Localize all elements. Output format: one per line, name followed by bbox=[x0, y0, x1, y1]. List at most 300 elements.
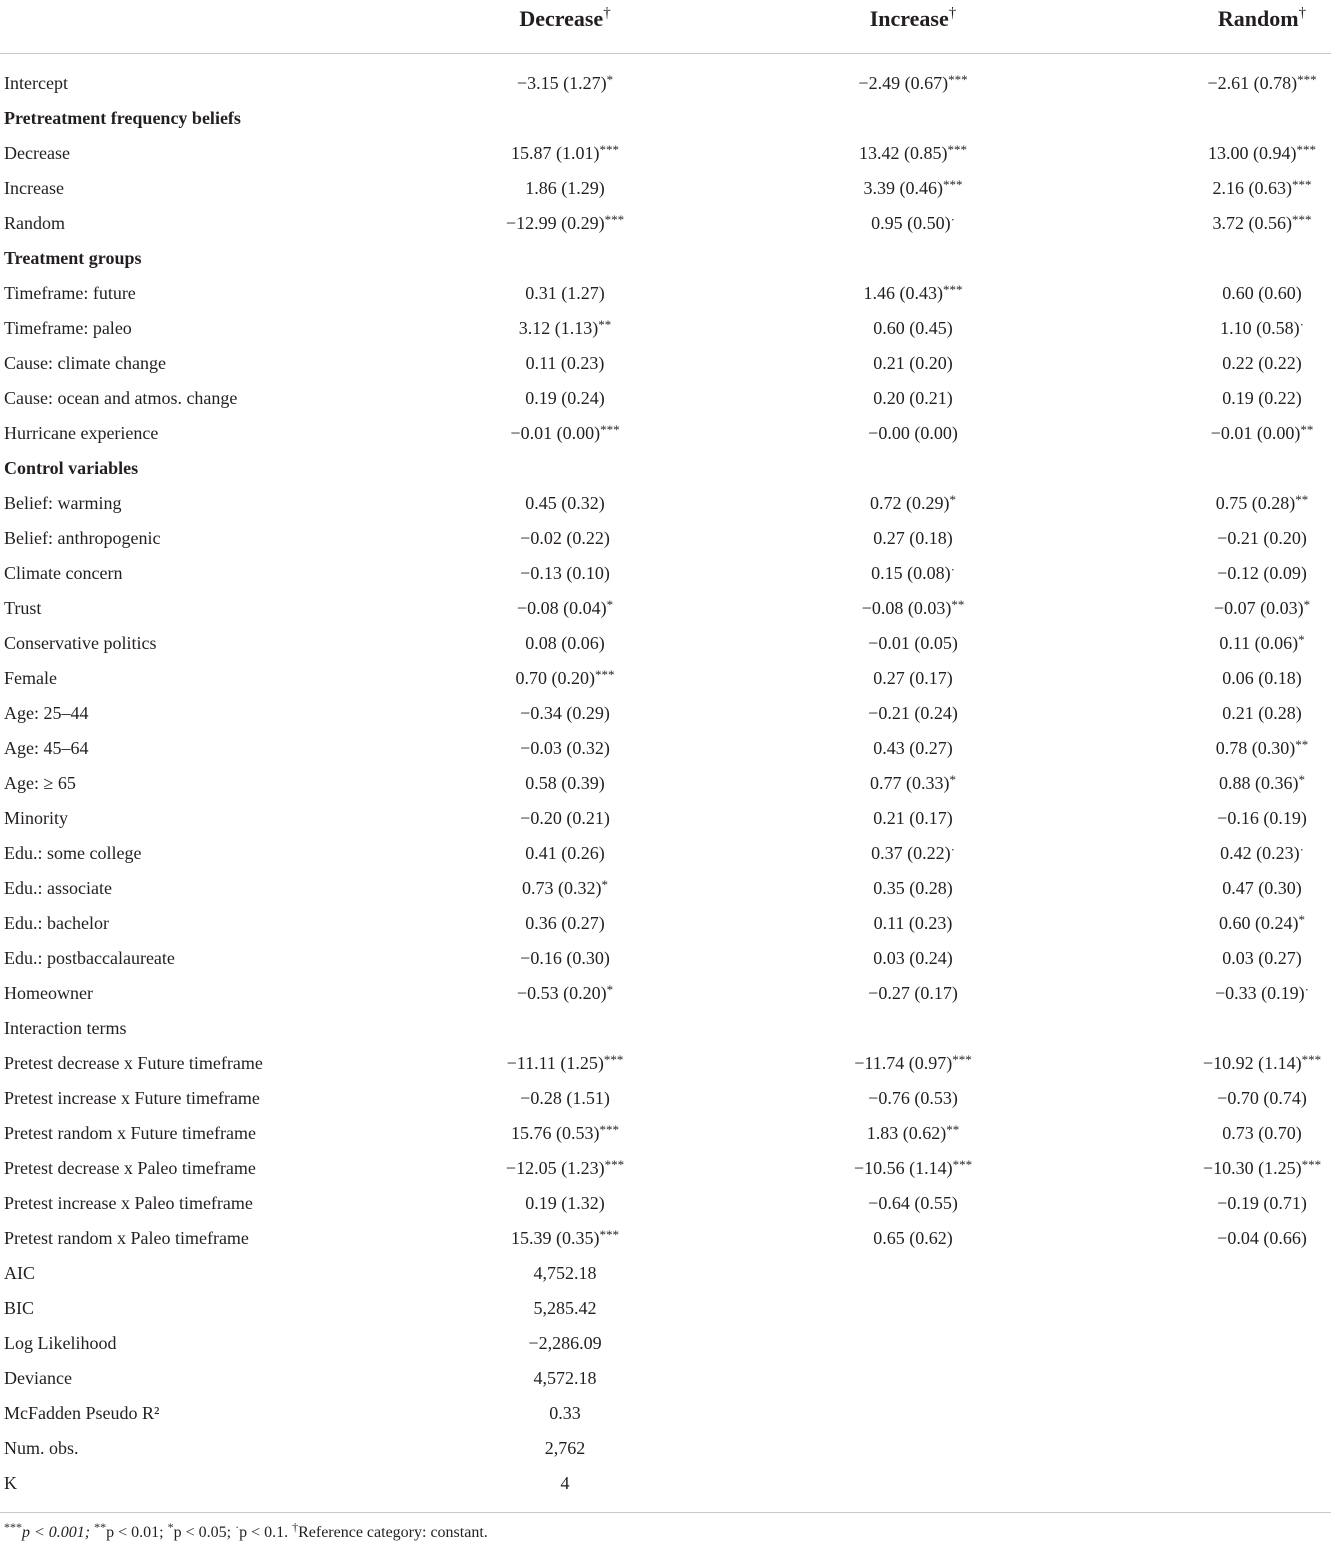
row-label: Pretest increase x Paleo timeframe bbox=[4, 1193, 253, 1213]
table-row bbox=[0, 171, 1331, 206]
table-cell bbox=[768, 980, 1058, 1006]
cell-value: 0.43 (0.27) bbox=[873, 738, 953, 758]
table-cell bbox=[1117, 315, 1331, 341]
table-cell bbox=[420, 210, 710, 236]
cell-value: −0.01 (0.00) bbox=[510, 423, 601, 443]
table-cell bbox=[768, 1190, 1058, 1216]
row-label: Random bbox=[4, 213, 65, 233]
cell-value: 3.12 (1.13) bbox=[518, 318, 599, 338]
table-row bbox=[0, 1256, 1331, 1291]
cell-value: −0.13 (0.10) bbox=[520, 563, 610, 583]
table-cell bbox=[1117, 840, 1331, 866]
row-label: Pretest decrease x Paleo timeframe bbox=[4, 1158, 256, 1178]
cell-value: 0.88 (0.36) bbox=[1219, 773, 1299, 793]
significance-marker: *** bbox=[943, 282, 963, 297]
row-label: Climate concern bbox=[4, 563, 123, 583]
significance-marker: *** bbox=[1292, 212, 1312, 227]
cell-value: 1.46 (0.43) bbox=[863, 283, 943, 303]
significance-marker: ** bbox=[951, 597, 965, 612]
cell-value: −0.08 (0.04) bbox=[516, 598, 607, 618]
cell-value: −0.00 (0.00) bbox=[868, 423, 958, 443]
cell-value: 1.86 (1.29) bbox=[525, 178, 605, 198]
table-row bbox=[0, 626, 1331, 661]
cell-value: 0.31 (1.27) bbox=[525, 283, 605, 303]
cell-value: −0.16 (0.30) bbox=[520, 948, 610, 968]
significance-marker: · bbox=[1299, 842, 1304, 857]
table-cell bbox=[420, 595, 710, 621]
row-label: Pretest random x Future timeframe bbox=[4, 1123, 256, 1143]
table-row bbox=[0, 206, 1331, 241]
significance-marker: *** bbox=[1292, 177, 1312, 192]
table-cell bbox=[768, 210, 1058, 236]
bottom-rule bbox=[0, 1512, 1331, 1513]
cell-value: 0.60 (0.45) bbox=[873, 318, 953, 338]
footnote-marker: † bbox=[292, 1520, 299, 1534]
footnote-text: Reference category: constant. bbox=[298, 1524, 488, 1541]
significance-marker: *** bbox=[943, 177, 963, 192]
significance-marker: *** bbox=[1301, 1157, 1322, 1172]
row-label: Increase bbox=[4, 178, 64, 198]
row-label: Minority bbox=[4, 808, 69, 828]
footnote-text: p < 0.1. bbox=[239, 1524, 293, 1541]
table-row bbox=[0, 346, 1331, 381]
table-row bbox=[0, 276, 1331, 311]
cell-value: −0.34 (0.29) bbox=[520, 703, 610, 723]
column-header-label: Random bbox=[1217, 6, 1299, 31]
cell-value: −2.61 (0.78) bbox=[1207, 73, 1298, 93]
table-cell bbox=[1117, 140, 1331, 166]
table-cell bbox=[420, 70, 710, 96]
table-cell bbox=[768, 490, 1058, 516]
significance-marker: · bbox=[1304, 982, 1309, 997]
significance-marker: * bbox=[1298, 632, 1305, 647]
table-cell bbox=[420, 175, 710, 201]
table-cell bbox=[768, 560, 1058, 586]
table-row bbox=[0, 906, 1331, 941]
cell-value: 3.72 (0.56) bbox=[1212, 213, 1292, 233]
table-cell bbox=[768, 840, 1058, 866]
significance-marker: * bbox=[601, 877, 608, 892]
cell-value: −0.20 (0.21) bbox=[520, 808, 610, 828]
cell-value: −10.56 (1.14) bbox=[853, 1158, 953, 1178]
table-row bbox=[0, 1081, 1331, 1116]
row-label: Homeowner bbox=[4, 983, 93, 1003]
row-label: AIC bbox=[4, 1263, 35, 1283]
row-label: Age: 45–64 bbox=[4, 738, 89, 758]
cell-value: 5,285.42 bbox=[533, 1298, 597, 1318]
table-row bbox=[0, 381, 1331, 416]
significance-marker: * bbox=[949, 772, 956, 787]
cell-value: −2.49 (0.67) bbox=[858, 73, 949, 93]
table-cell bbox=[768, 735, 1058, 761]
cell-value: 0.21 (0.17) bbox=[873, 808, 953, 828]
table-cell bbox=[1117, 175, 1331, 201]
table-cell bbox=[768, 630, 1058, 656]
table-cell bbox=[1117, 805, 1331, 831]
cell-value: −0.08 (0.03) bbox=[861, 598, 952, 618]
cell-value: 0.35 (0.28) bbox=[873, 878, 953, 898]
cell-value: 0.41 (0.26) bbox=[525, 843, 605, 863]
cell-value: 0.42 (0.23) bbox=[1220, 843, 1300, 863]
row-label: Intercept bbox=[4, 73, 68, 93]
significance-marker: *** bbox=[599, 142, 619, 157]
table-cell bbox=[768, 595, 1058, 621]
table-cell bbox=[1117, 875, 1331, 901]
cell-value: 0.33 bbox=[549, 1403, 581, 1423]
table-cell bbox=[1117, 595, 1331, 621]
table-row bbox=[0, 1186, 1331, 1221]
cell-value: −10.92 (1.14) bbox=[1202, 1053, 1302, 1073]
cell-value: 0.36 (0.27) bbox=[525, 913, 605, 933]
row-label: Timeframe: paleo bbox=[4, 318, 132, 338]
table-row bbox=[0, 1431, 1331, 1466]
significance-marker: *** bbox=[947, 142, 967, 157]
significance-marker: ** bbox=[1300, 422, 1314, 437]
row-label: McFadden Pseudo R² bbox=[4, 1403, 160, 1423]
row-label: Edu.: postbaccalaureate bbox=[4, 948, 175, 968]
cell-value: −10.30 (1.25) bbox=[1202, 1158, 1302, 1178]
table-row bbox=[0, 696, 1331, 731]
table-cell bbox=[768, 1050, 1058, 1076]
table-body bbox=[0, 66, 1331, 1501]
table-cell bbox=[768, 70, 1058, 96]
significance-marker: *** bbox=[1296, 142, 1316, 157]
footnote-marker: · bbox=[235, 1520, 240, 1534]
cell-value: −2,286.09 bbox=[528, 1333, 602, 1353]
cell-value: 4 bbox=[560, 1473, 570, 1493]
table-row bbox=[0, 941, 1331, 976]
cell-value: −0.27 (0.17) bbox=[868, 983, 958, 1003]
table-cell bbox=[1117, 350, 1331, 376]
row-label: Age: 25–44 bbox=[4, 703, 89, 723]
cell-value: −0.04 (0.66) bbox=[1217, 1228, 1307, 1248]
table-cell bbox=[768, 910, 1058, 936]
table-row bbox=[0, 836, 1331, 871]
cell-value: −11.11 (1.25) bbox=[506, 1053, 604, 1073]
table-cell bbox=[420, 700, 710, 726]
table-cell bbox=[1117, 1225, 1331, 1251]
significance-marker: *** bbox=[600, 422, 620, 437]
table-cell bbox=[1117, 665, 1331, 691]
cell-value: −0.21 (0.20) bbox=[1217, 528, 1307, 548]
cell-value: 0.60 (0.60) bbox=[1222, 283, 1302, 303]
significance-marker: *** bbox=[603, 1052, 624, 1067]
cell-value: −0.64 (0.55) bbox=[868, 1193, 958, 1213]
column-header-mark: † bbox=[603, 5, 611, 21]
table-cell bbox=[1117, 770, 1331, 796]
table-row bbox=[0, 1326, 1331, 1361]
table-footnote bbox=[4, 1520, 488, 1543]
footnote-text: p < 0.05; bbox=[173, 1524, 236, 1541]
significance-marker: *** bbox=[1301, 1052, 1322, 1067]
cell-value: 15.76 (0.53) bbox=[511, 1123, 600, 1143]
cell-value: −3.15 (1.27) bbox=[516, 73, 607, 93]
cell-value: 0.11 (0.23) bbox=[873, 913, 953, 933]
table-cell bbox=[1117, 1190, 1331, 1216]
cell-value: −0.02 (0.22) bbox=[520, 528, 610, 548]
significance-marker: ** bbox=[1295, 737, 1309, 752]
header-rule bbox=[0, 53, 1331, 54]
table-cell bbox=[1117, 560, 1331, 586]
row-label: Belief: warming bbox=[4, 493, 122, 513]
cell-value: −0.03 (0.32) bbox=[520, 738, 610, 758]
cell-value: −0.21 (0.24) bbox=[868, 703, 958, 723]
cell-value: −0.01 (0.05) bbox=[868, 633, 958, 653]
table-row bbox=[0, 871, 1331, 906]
table-row bbox=[0, 311, 1331, 346]
table-cell bbox=[420, 1330, 710, 1356]
table-cell bbox=[1117, 945, 1331, 971]
cell-value: 0.20 (0.21) bbox=[873, 388, 953, 408]
row-label: Edu.: bachelor bbox=[4, 913, 109, 933]
cell-value: −0.19 (0.71) bbox=[1217, 1193, 1307, 1213]
table-cell bbox=[1117, 490, 1331, 516]
cell-value: 0.45 (0.32) bbox=[525, 493, 605, 513]
table-cell bbox=[420, 1435, 710, 1461]
cell-value: 0.75 (0.28) bbox=[1215, 493, 1296, 513]
table-cell bbox=[768, 700, 1058, 726]
significance-marker: *** bbox=[952, 1052, 972, 1067]
cell-value: 0.21 (0.28) bbox=[1222, 703, 1302, 723]
table-cell bbox=[1117, 420, 1331, 446]
row-label: Conservative politics bbox=[4, 633, 157, 653]
row-label: Pretest increase x Future timeframe bbox=[4, 1088, 260, 1108]
table-cell bbox=[768, 315, 1058, 341]
cell-value: −12.99 (0.29) bbox=[505, 213, 605, 233]
table-cell bbox=[420, 1085, 710, 1111]
column-header-mark: † bbox=[1298, 5, 1307, 21]
cell-value: 4,572.18 bbox=[533, 1368, 597, 1388]
cell-value: 4,752.18 bbox=[533, 1263, 597, 1283]
table-row bbox=[0, 1291, 1331, 1326]
significance-marker: *** bbox=[595, 667, 615, 682]
table-cell bbox=[420, 420, 710, 446]
row-label: Edu.: associate bbox=[4, 878, 112, 898]
table-row bbox=[0, 1116, 1331, 1151]
column-header-mark: † bbox=[948, 5, 957, 21]
table-row bbox=[0, 801, 1331, 836]
row-label: Female bbox=[4, 668, 57, 688]
cell-value: −11.74 (0.97) bbox=[854, 1053, 953, 1073]
cell-value: 0.11 (0.23) bbox=[525, 353, 605, 373]
table-cell bbox=[420, 1190, 710, 1216]
table-cell bbox=[768, 525, 1058, 551]
row-label: Decrease bbox=[4, 143, 70, 163]
footnote-text: p < 0.001; bbox=[22, 1524, 95, 1541]
table-row bbox=[0, 731, 1331, 766]
table-cell bbox=[768, 1225, 1058, 1251]
column-header-random bbox=[1117, 4, 1331, 34]
section-header-row bbox=[0, 101, 1331, 136]
row-label: Pretest random x Paleo timeframe bbox=[4, 1228, 249, 1248]
table-cell bbox=[420, 1225, 710, 1251]
cell-value: 0.06 (0.18) bbox=[1222, 668, 1302, 688]
table-cell bbox=[768, 280, 1058, 306]
section-label: Control variables bbox=[4, 458, 139, 478]
table-row bbox=[0, 66, 1331, 101]
table-cell bbox=[768, 420, 1058, 446]
column-header-decrease bbox=[420, 4, 710, 34]
table-cell bbox=[768, 945, 1058, 971]
cell-value: 13.42 (0.85) bbox=[859, 143, 948, 163]
table-cell bbox=[420, 140, 710, 166]
table-cell bbox=[1117, 1085, 1331, 1111]
table-row bbox=[0, 1011, 1331, 1046]
row-label: Age: ≥ 65 bbox=[4, 773, 76, 793]
table-row bbox=[0, 661, 1331, 696]
table-cell bbox=[420, 805, 710, 831]
row-label: Belief: anthropogenic bbox=[4, 528, 161, 548]
table-cell bbox=[1117, 1050, 1331, 1076]
table-cell bbox=[1117, 1155, 1331, 1181]
cell-value: 0.70 (0.20) bbox=[515, 668, 595, 688]
cell-value: 0.15 (0.08) bbox=[871, 563, 951, 583]
table-row bbox=[0, 521, 1331, 556]
table-row bbox=[0, 976, 1331, 1011]
row-label: Pretest decrease x Future timeframe bbox=[4, 1053, 263, 1073]
significance-marker: * bbox=[606, 597, 614, 612]
row-label: Num. obs. bbox=[4, 1438, 79, 1458]
significance-marker: · bbox=[1299, 317, 1304, 332]
significance-marker: * bbox=[1303, 597, 1311, 612]
cell-value: 0.22 (0.22) bbox=[1222, 353, 1302, 373]
cell-value: 0.65 (0.62) bbox=[873, 1228, 953, 1248]
cell-value: 0.19 (0.22) bbox=[1222, 388, 1302, 408]
table-cell bbox=[420, 980, 710, 1006]
row-label: Edu.: some college bbox=[4, 843, 142, 863]
table-row bbox=[0, 486, 1331, 521]
section-label: Pretreatment frequency beliefs bbox=[4, 108, 241, 128]
cell-value: −0.53 (0.20) bbox=[516, 983, 607, 1003]
table-cell bbox=[1117, 700, 1331, 726]
table-row bbox=[0, 1396, 1331, 1431]
table-cell bbox=[768, 385, 1058, 411]
table-row bbox=[0, 1046, 1331, 1081]
table-cell bbox=[420, 840, 710, 866]
footnote-marker: *** bbox=[4, 1520, 22, 1534]
table-cell bbox=[1117, 735, 1331, 761]
column-header-label: Decrease bbox=[519, 6, 604, 31]
cell-value: 0.60 (0.24) bbox=[1219, 913, 1299, 933]
table-cell bbox=[768, 175, 1058, 201]
column-header-label: Increase bbox=[869, 6, 949, 31]
table-cell bbox=[420, 875, 710, 901]
cell-value: −0.07 (0.03) bbox=[1213, 598, 1304, 618]
table-cell bbox=[420, 280, 710, 306]
cell-value: 15.87 (1.01) bbox=[511, 143, 600, 163]
table-cell bbox=[420, 490, 710, 516]
row-label: Hurricane experience bbox=[4, 423, 159, 443]
cell-value: 0.27 (0.17) bbox=[873, 668, 953, 688]
footnote-marker: ** bbox=[94, 1520, 107, 1534]
cell-value: 1.83 (0.62) bbox=[866, 1123, 947, 1143]
row-label: Interaction terms bbox=[4, 1018, 127, 1038]
cell-value: 0.72 (0.29) bbox=[870, 493, 950, 513]
cell-value: 0.47 (0.30) bbox=[1222, 878, 1302, 898]
row-label: Timeframe: future bbox=[4, 283, 136, 303]
cell-value: 0.03 (0.27) bbox=[1222, 948, 1302, 968]
cell-value: 0.37 (0.22) bbox=[871, 843, 951, 863]
row-label: Cause: climate change bbox=[4, 353, 166, 373]
significance-marker: *** bbox=[599, 1227, 619, 1242]
table-row bbox=[0, 1361, 1331, 1396]
table-cell bbox=[420, 350, 710, 376]
table-cell bbox=[420, 1400, 710, 1426]
cell-value: −0.01 (0.00) bbox=[1210, 423, 1301, 443]
row-label: Trust bbox=[4, 598, 42, 618]
cell-value: 0.73 (0.32) bbox=[522, 878, 602, 898]
table-cell bbox=[420, 1120, 710, 1146]
cell-value: −0.33 (0.19) bbox=[1215, 983, 1305, 1003]
table-cell bbox=[420, 1470, 710, 1496]
table-cell bbox=[1117, 910, 1331, 936]
cell-value: 0.03 (0.24) bbox=[873, 948, 953, 968]
cell-value: 15.39 (0.35) bbox=[511, 1228, 600, 1248]
cell-value: −0.16 (0.19) bbox=[1217, 808, 1307, 828]
table-row bbox=[0, 591, 1331, 626]
cell-value: 0.08 (0.06) bbox=[525, 633, 605, 653]
significance-marker: * bbox=[606, 72, 614, 87]
table-cell bbox=[1117, 210, 1331, 236]
table-cell bbox=[1117, 385, 1331, 411]
cell-value: −0.76 (0.53) bbox=[868, 1088, 958, 1108]
table-cell bbox=[768, 1085, 1058, 1111]
section-label: Treatment groups bbox=[4, 248, 142, 268]
table-cell bbox=[1117, 1120, 1331, 1146]
row-label: BIC bbox=[4, 1298, 35, 1318]
table-row bbox=[0, 766, 1331, 801]
table-row bbox=[0, 416, 1331, 451]
cell-value: 13.00 (0.94) bbox=[1208, 143, 1297, 163]
cell-value: 1.10 (0.58) bbox=[1220, 318, 1300, 338]
table-cell bbox=[420, 770, 710, 796]
table-row bbox=[0, 1221, 1331, 1256]
table-cell bbox=[768, 1155, 1058, 1181]
table-cell bbox=[420, 1050, 710, 1076]
table-cell bbox=[1117, 525, 1331, 551]
section-header-row bbox=[0, 451, 1331, 486]
table-cell bbox=[768, 665, 1058, 691]
table-cell bbox=[1117, 980, 1331, 1006]
significance-marker: · bbox=[950, 562, 955, 577]
footnote-text: p < 0.01; bbox=[106, 1524, 168, 1541]
significance-marker: * bbox=[606, 982, 614, 997]
table-cell bbox=[420, 525, 710, 551]
cell-value: 0.19 (1.32) bbox=[525, 1193, 605, 1213]
table-cell bbox=[768, 770, 1058, 796]
section-header-row bbox=[0, 241, 1331, 276]
cell-value: 2,762 bbox=[544, 1438, 586, 1458]
table-cell bbox=[1117, 70, 1331, 96]
table-cell bbox=[420, 630, 710, 656]
table-cell bbox=[1117, 630, 1331, 656]
table-row bbox=[0, 1466, 1331, 1501]
cell-value: 0.58 (0.39) bbox=[525, 773, 605, 793]
cell-value: 0.78 (0.30) bbox=[1215, 738, 1296, 758]
cell-value: 2.16 (0.63) bbox=[1212, 178, 1292, 198]
table-cell bbox=[420, 1155, 710, 1181]
table-cell bbox=[420, 665, 710, 691]
row-label: Log Likelihood bbox=[4, 1333, 117, 1353]
cell-value: 0.21 (0.20) bbox=[873, 353, 953, 373]
significance-marker: ** bbox=[1295, 492, 1309, 507]
table-cell bbox=[768, 1120, 1058, 1146]
significance-marker: ** bbox=[598, 317, 612, 332]
cell-value: −0.70 (0.74) bbox=[1217, 1088, 1307, 1108]
table-row bbox=[0, 136, 1331, 171]
table-cell bbox=[420, 1365, 710, 1391]
cell-value: 0.11 (0.06) bbox=[1219, 633, 1299, 653]
